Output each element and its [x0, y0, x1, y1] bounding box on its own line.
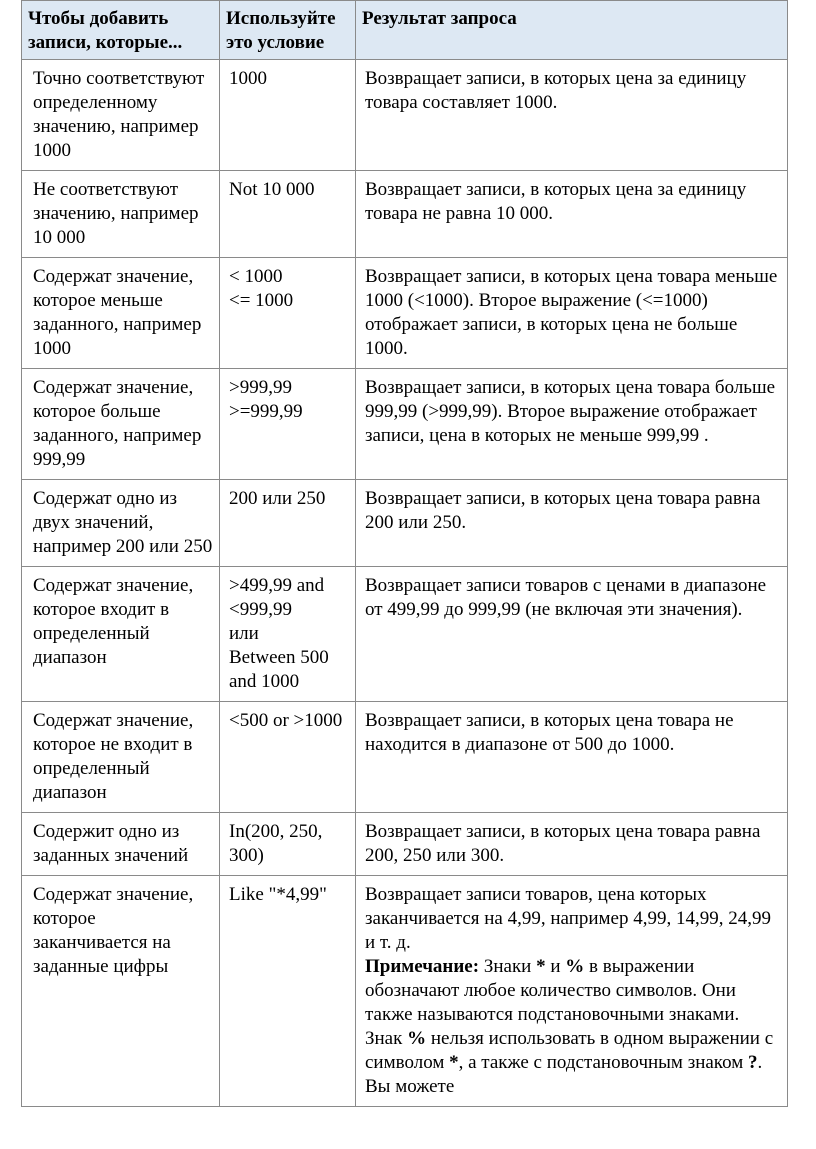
row-description: Не соответствуют значению, например 10 000 [22, 171, 220, 258]
wildcard-star: * [449, 1052, 459, 1073]
row-condition: 1000 [220, 60, 356, 171]
row-result: Возвращает записи товаров с ценами в диапазоне от 499,99 до 999,99 (не включая эти значения). [356, 567, 788, 702]
table-row [22, 567, 788, 702]
row-condition: <500 or >1000 [220, 702, 356, 813]
table-row [22, 813, 788, 876]
row-description: Содержат одно из двух значений, например 200 или 250 [22, 480, 220, 567]
note-text: . Вы можете [365, 1052, 763, 1097]
wildcard-percent: % [565, 956, 585, 977]
note-text: нельзя использовать в одном выражении с символом [365, 1028, 774, 1073]
row-condition: >999,99 >=999,99 [220, 369, 356, 480]
table-row [22, 876, 788, 1107]
table-row [22, 258, 788, 369]
row-result: Возвращает записи, в которых цена за единицу товара не равна 10 000. [356, 171, 788, 258]
row-result: Возвращает записи, в которых цена товара равна 200 или 250. [356, 480, 788, 567]
table-row [22, 480, 788, 567]
table-row [22, 702, 788, 813]
row-condition: < 1000 <= 1000 [220, 258, 356, 369]
wildcard-star: * [536, 956, 546, 977]
row-condition: In(200, 250, 300) [220, 813, 356, 876]
row-description: Содержат значение, которое больше заданного, например 999,99 [22, 369, 220, 480]
table-row [22, 369, 788, 480]
header-records: Чтобы добавить записи, которые... [22, 1, 220, 60]
row-description: Содержат значение, которое не входит в определенный диапазон [22, 702, 220, 813]
row-result: Возвращает записи, в которых цена товара больше 999,99 (>999,99). Второе выражение отображает записи, цена в которых не меньше 999,99 . [356, 369, 788, 480]
result-intro: Возвращает записи товаров, цена которых заканчивается на 4,99, например 4,99, 14,99, 24,99 и т. д. [365, 884, 771, 953]
table-row [22, 60, 788, 171]
row-description: Точно соответствуют определенному значению, например 1000 [22, 60, 220, 171]
row-condition: >499,99 and <999,99 или Between 500 and 1000 [220, 567, 356, 702]
row-description: Содержат значение, которое входит в определенный диапазон [22, 567, 220, 702]
row-result: Возвращает записи, в которых цена за единицу товара составляет 1000. [356, 60, 788, 171]
row-condition: Like "*4,99" [220, 876, 356, 1107]
criteria-table [21, 0, 788, 1107]
note-text: в выражении обозначают любое количество символов. Они также называются подстановочными знаками. Знак [365, 956, 740, 1049]
note-text: и [545, 956, 566, 977]
row-condition: Not 10 000 [220, 171, 356, 258]
row-description: Содержат значение, которое меньше заданного, например 1000 [22, 258, 220, 369]
wildcard-question: ? [748, 1052, 758, 1073]
wildcard-percent: % [407, 1028, 427, 1049]
note-paragraph [365, 956, 773, 1097]
note-label: Примечание: [365, 956, 480, 977]
header-result: Результат запроса [356, 1, 788, 60]
header-condition: Используйте это условие [220, 1, 356, 60]
table-row [22, 171, 788, 258]
row-description: Содержит одно из заданных значений [22, 813, 220, 876]
row-description: Содержат значение, которое заканчивается на заданные цифры [22, 876, 220, 1107]
note-text: , а также с подстановочным знаком [458, 1052, 748, 1073]
row-result: Возвращает записи, в которых цена товара меньше 1000 (<1000). Второе выражение (<=1000) отображает записи, в которых цена не больше 1000. [356, 258, 788, 369]
row-result [356, 876, 788, 1107]
note-text: Знаки [479, 956, 537, 977]
row-result: Возвращает записи, в которых цена товара не находится в диапазоне от 500 до 1000. [356, 702, 788, 813]
row-result: Возвращает записи, в которых цена товара равна 200, 250 или 300. [356, 813, 788, 876]
row-condition: 200 или 250 [220, 480, 356, 567]
table-header-row [22, 1, 788, 60]
